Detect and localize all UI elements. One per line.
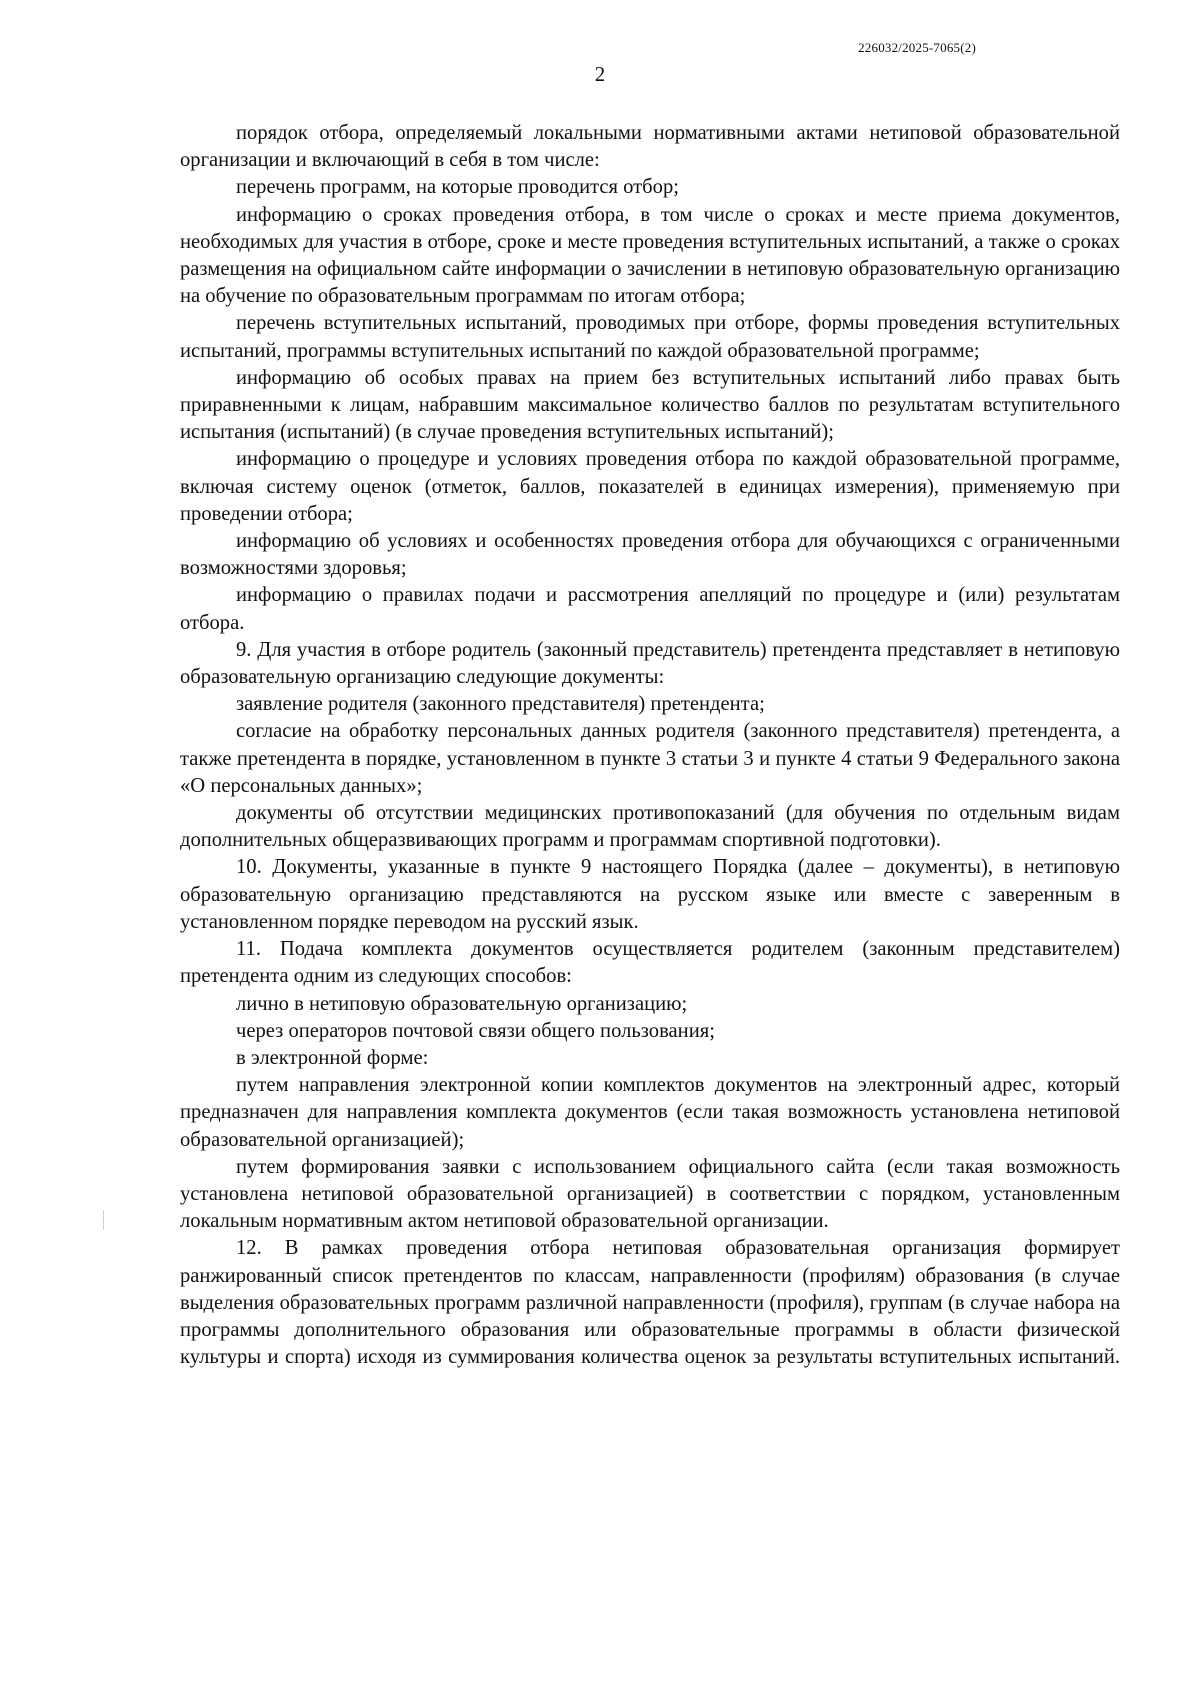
paragraph-medical-documents: документы об отсутствии медицинских противопоказаний (для обучения по отдельным видам дополнительных общеразвивающих программ и программам спортивной подготовки). — [180, 802, 1120, 852]
paragraph-appeals: информацию о правилах подачи и рассмотрения апелляций по процедуре и (или) результатам отбора. — [180, 584, 1120, 634]
paragraph-program-list: перечень программ, на которые проводится отбор; — [236, 176, 679, 199]
paragraph-parent-application: заявление родителя (законного представителя) претендента; — [236, 693, 765, 716]
paragraph-special-rights: информацию об особых правах на прием без вступительных испытаний либо правах быть приравненными к лицам, набравшим максимальное количество баллов по результатам вступительного испытания (испытаний) (в случае проведения вступительных испытаний); — [180, 366, 1120, 444]
paragraph-entrance-tests-list: перечень вступительных испытаний, проводимых при отборе, формы проведения вступительных испытаний, программы вступительных испытаний по каждой образовательной программе; — [180, 312, 1120, 362]
paragraph-electronic-email: путем направления электронной копии комплектов документов на электронный адрес, который предназначен для направления комплекта документов (если такая возможность установлена нетиповой образовательной организацией); — [180, 1074, 1120, 1151]
paragraph-personal-data-consent: согласие на обработку персональных данных родителя (законного представителя) претендента, а также претендента в порядке, установленном в пункте 3 статьи 3 и пункте 4 статьи 9 Федерального закона «О персональных данных»; — [180, 720, 1120, 797]
paragraph-item-9: 9. Для участия в отборе родитель (законный представитель) претендента представляет в нетиповую образовательную организацию следующие документы: — [180, 638, 1120, 689]
paragraph-procedure-conditions: информацию о процедуре и условиях проведения отбора по каждой образовательной программе, включая систему оценок (отметок, баллов, показателей в единицах измерения), применяемую при проведении отбора; — [180, 448, 1120, 525]
paragraph-item-11: 11. Подача комплекта документов осуществляется родителем (законным представителем) претендента одним из следующих способов: — [180, 938, 1120, 988]
document-registration-number: 226032/2025-7065(2) — [858, 40, 976, 55]
paragraph-item-10: 10. Документы, указанные в пункте 9 настоящего Порядка (далее – документы), в нетиповую образовательную организацию представляются на русском языке или вместе с заверенным в установленном порядке переводом на русский язык. — [180, 856, 1120, 933]
paragraph-selection-procedure: порядок отбора, определяемый локальными нормативными актами нетиповой образовательной организации и включающий в себя в том числе: — [180, 122, 1120, 172]
paragraph-electronic-website: путем формирования заявки с использованием официального сайта (если такая возможность установлена нетиповой образовательной организацией) в соответствии с порядком, установленным локальным нормативным актом нетиповой образовательной организации. — [180, 1155, 1120, 1233]
paragraph-submit-in-person: лично в нетиповую образовательную организацию; — [236, 992, 688, 1015]
paragraph-submit-electronic: в электронной форме: — [236, 1046, 429, 1069]
paragraph-disabilities: информацию об условиях и особенностях проведения отбора для обучающихся с ограниченными возможностями здоровья; — [180, 530, 1120, 580]
paragraph-item-12: 12. В рамках проведения отбора нетиповая образовательная организация формирует ранжированный список претендентов по классам, направленности (профилям) образования (в случае выделения образовательных программ различной направленности (профиля), группам (в случае набора на программы дополнительного образования или образовательные программы в области физической культуры и спорта) исходя из суммирования количества оценок за результаты вступительных испытаний. — [180, 1237, 1120, 1369]
paragraph-selection-dates: информацию о сроках проведения отбора, в том числе о сроках и месте приема документов, необходимых для участия в отборе, сроке и месте проведения вступительных испытаний, а также о сроках размещения на официальном сайте информации о зачислении в нетиповую образовательную организацию на обучение по образовательным программам по итогам отбора; — [180, 203, 1120, 308]
paragraph-submit-by-post: через операторов почтовой связи общего пользования; — [236, 1019, 715, 1042]
document-body — [180, 120, 1120, 1371]
page-number: 2 — [594, 62, 606, 86]
scan-margin-mark — [103, 1210, 104, 1230]
